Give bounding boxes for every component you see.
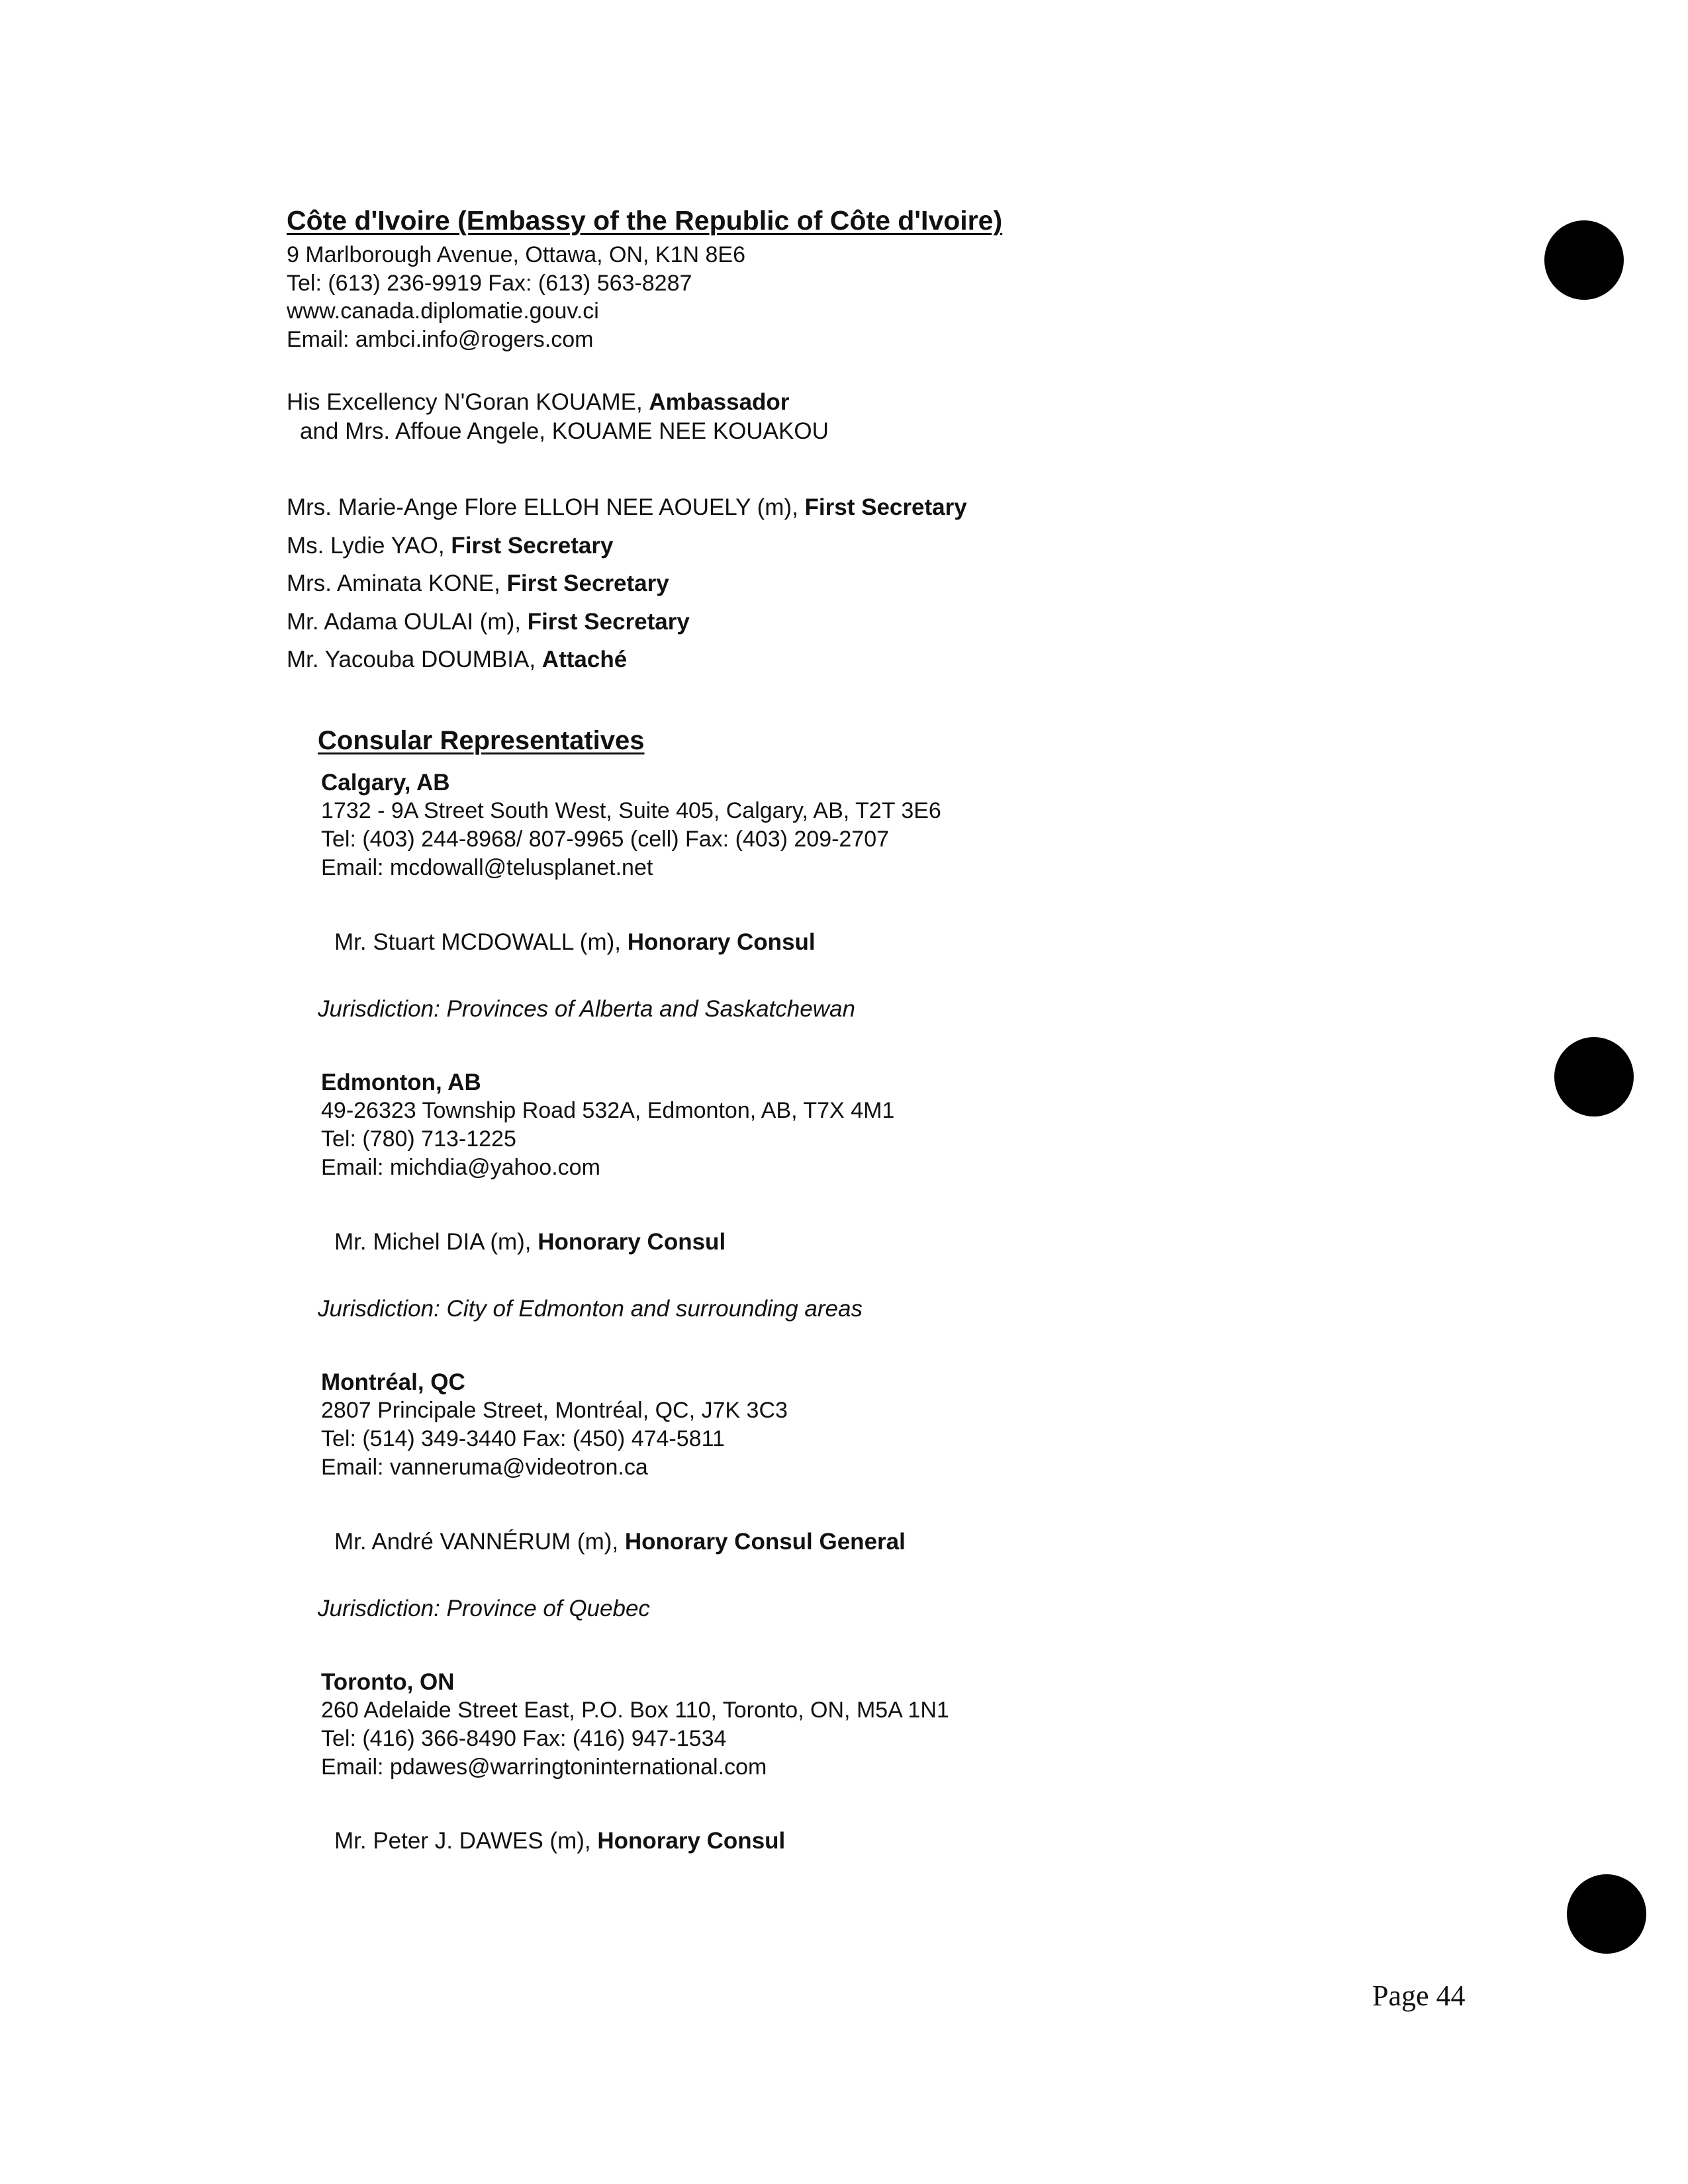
embassy-website: www.canada.diplomatie.gouv.ci bbox=[287, 298, 599, 324]
consulate-montreal bbox=[321, 1368, 788, 1482]
consulate-address: 49-26323 Township Road 532A, Edmonton, AB, T7X 4M1 bbox=[321, 1098, 895, 1123]
jurisdiction-calgary: Jurisdiction: Provinces of Alberta and Saskatchewan bbox=[318, 996, 855, 1022]
punch-hole-icon bbox=[1554, 1037, 1634, 1116]
staff-item: Mrs. Marie-Ange Flore ELLOH NEE AOUELY (m), First Secretary bbox=[287, 494, 967, 520]
punch-hole-icon bbox=[1544, 220, 1624, 300]
staff-item: Mr. Adama OULAI (m), First Secretary bbox=[287, 608, 690, 635]
jurisdiction-edmonton: Jurisdiction: City of Edmonton and surrounding areas bbox=[318, 1296, 863, 1322]
staff-item: Mrs. Aminata KONE, First Secretary bbox=[287, 570, 669, 596]
staff-item: Ms. Lydie YAO, First Secretary bbox=[287, 532, 614, 559]
embassy-address: 9 Marlborough Avenue, Ottawa, ON, K1N 8E6 bbox=[287, 242, 745, 267]
consulate-city: Montréal, QC bbox=[321, 1369, 465, 1395]
embassy-contact-block bbox=[287, 241, 745, 353]
consulate-address: 260 Adelaide Street East, P.O. Box 110, Toronto, ON, M5A 1N1 bbox=[321, 1698, 949, 1723]
consulate-city: Calgary, AB bbox=[321, 770, 450, 796]
staff-list bbox=[287, 488, 967, 679]
staff-item: Mr. Yacouba DOUMBIA, Attaché bbox=[287, 647, 628, 672]
consulate-tel: Tel: (403) 244-8968/ 807-9965 (cell) Fax: (403) 209-2707 bbox=[321, 827, 890, 852]
ambassador-name: His Excellency N'Goran KOUAME, bbox=[287, 389, 649, 415]
consular-heading: Consular Representatives bbox=[318, 726, 645, 755]
consulate-address: 1732 - 9A Street South West, Suite 405, Calgary, AB, T2T 3E6 bbox=[321, 798, 941, 823]
punch-hole-icon bbox=[1567, 1874, 1646, 1954]
consul-montreal: Mr. André VANNÉRUM (m), Honorary Consul General bbox=[334, 1529, 906, 1555]
consulate-tel: Tel: (780) 713-1225 bbox=[321, 1126, 516, 1152]
consulate-email: Email: mcdowall@telusplanet.net bbox=[321, 855, 653, 880]
consulate-email: Email: michdia@yahoo.com bbox=[321, 1155, 600, 1180]
consulate-email: Email: vanneruma@videotron.ca bbox=[321, 1455, 648, 1480]
consulate-city: Edmonton, AB bbox=[321, 1069, 481, 1095]
consul-calgary: Mr. Stuart MCDOWALL (m), Honorary Consul bbox=[334, 929, 816, 955]
ambassador-spouse: and Mrs. Affoue Angele, KOUAME NEE KOUAKOU bbox=[300, 418, 829, 444]
consul-edmonton: Mr. Michel DIA (m), Honorary Consul bbox=[334, 1229, 726, 1255]
embassy-title: Côte d'Ivoire (Embassy of the Republic of Côte d'Ivoire) bbox=[287, 205, 1003, 236]
jurisdiction-montreal: Jurisdiction: Province of Quebec bbox=[318, 1596, 650, 1621]
embassy-email: Email: ambci.info@rogers.com bbox=[287, 326, 594, 352]
ambassador-block bbox=[287, 388, 829, 446]
consulate-email: Email: pdawes@warringtoninternational.com bbox=[321, 1754, 767, 1780]
embassy-tel-fax: Tel: (613) 236-9919 Fax: (613) 563-8287 bbox=[287, 270, 692, 296]
consulate-edmonton bbox=[321, 1068, 894, 1182]
consulate-tel: Tel: (416) 366-8490 Fax: (416) 947-1534 bbox=[321, 1726, 727, 1751]
page-number: Page 44 bbox=[1372, 1979, 1466, 2012]
ambassador-title: Ambassador bbox=[649, 389, 790, 415]
consulate-tel: Tel: (514) 349-3440 Fax: (450) 474-5811 bbox=[321, 1426, 725, 1451]
consul-toronto: Mr. Peter J. DAWES (m), Honorary Consul bbox=[334, 1828, 786, 1854]
consulate-toronto bbox=[321, 1668, 949, 1782]
consulate-address: 2807 Principale Street, Montréal, QC, J7K 3C3 bbox=[321, 1398, 788, 1423]
consulate-calgary bbox=[321, 768, 941, 882]
consulate-city: Toronto, ON bbox=[321, 1669, 455, 1695]
